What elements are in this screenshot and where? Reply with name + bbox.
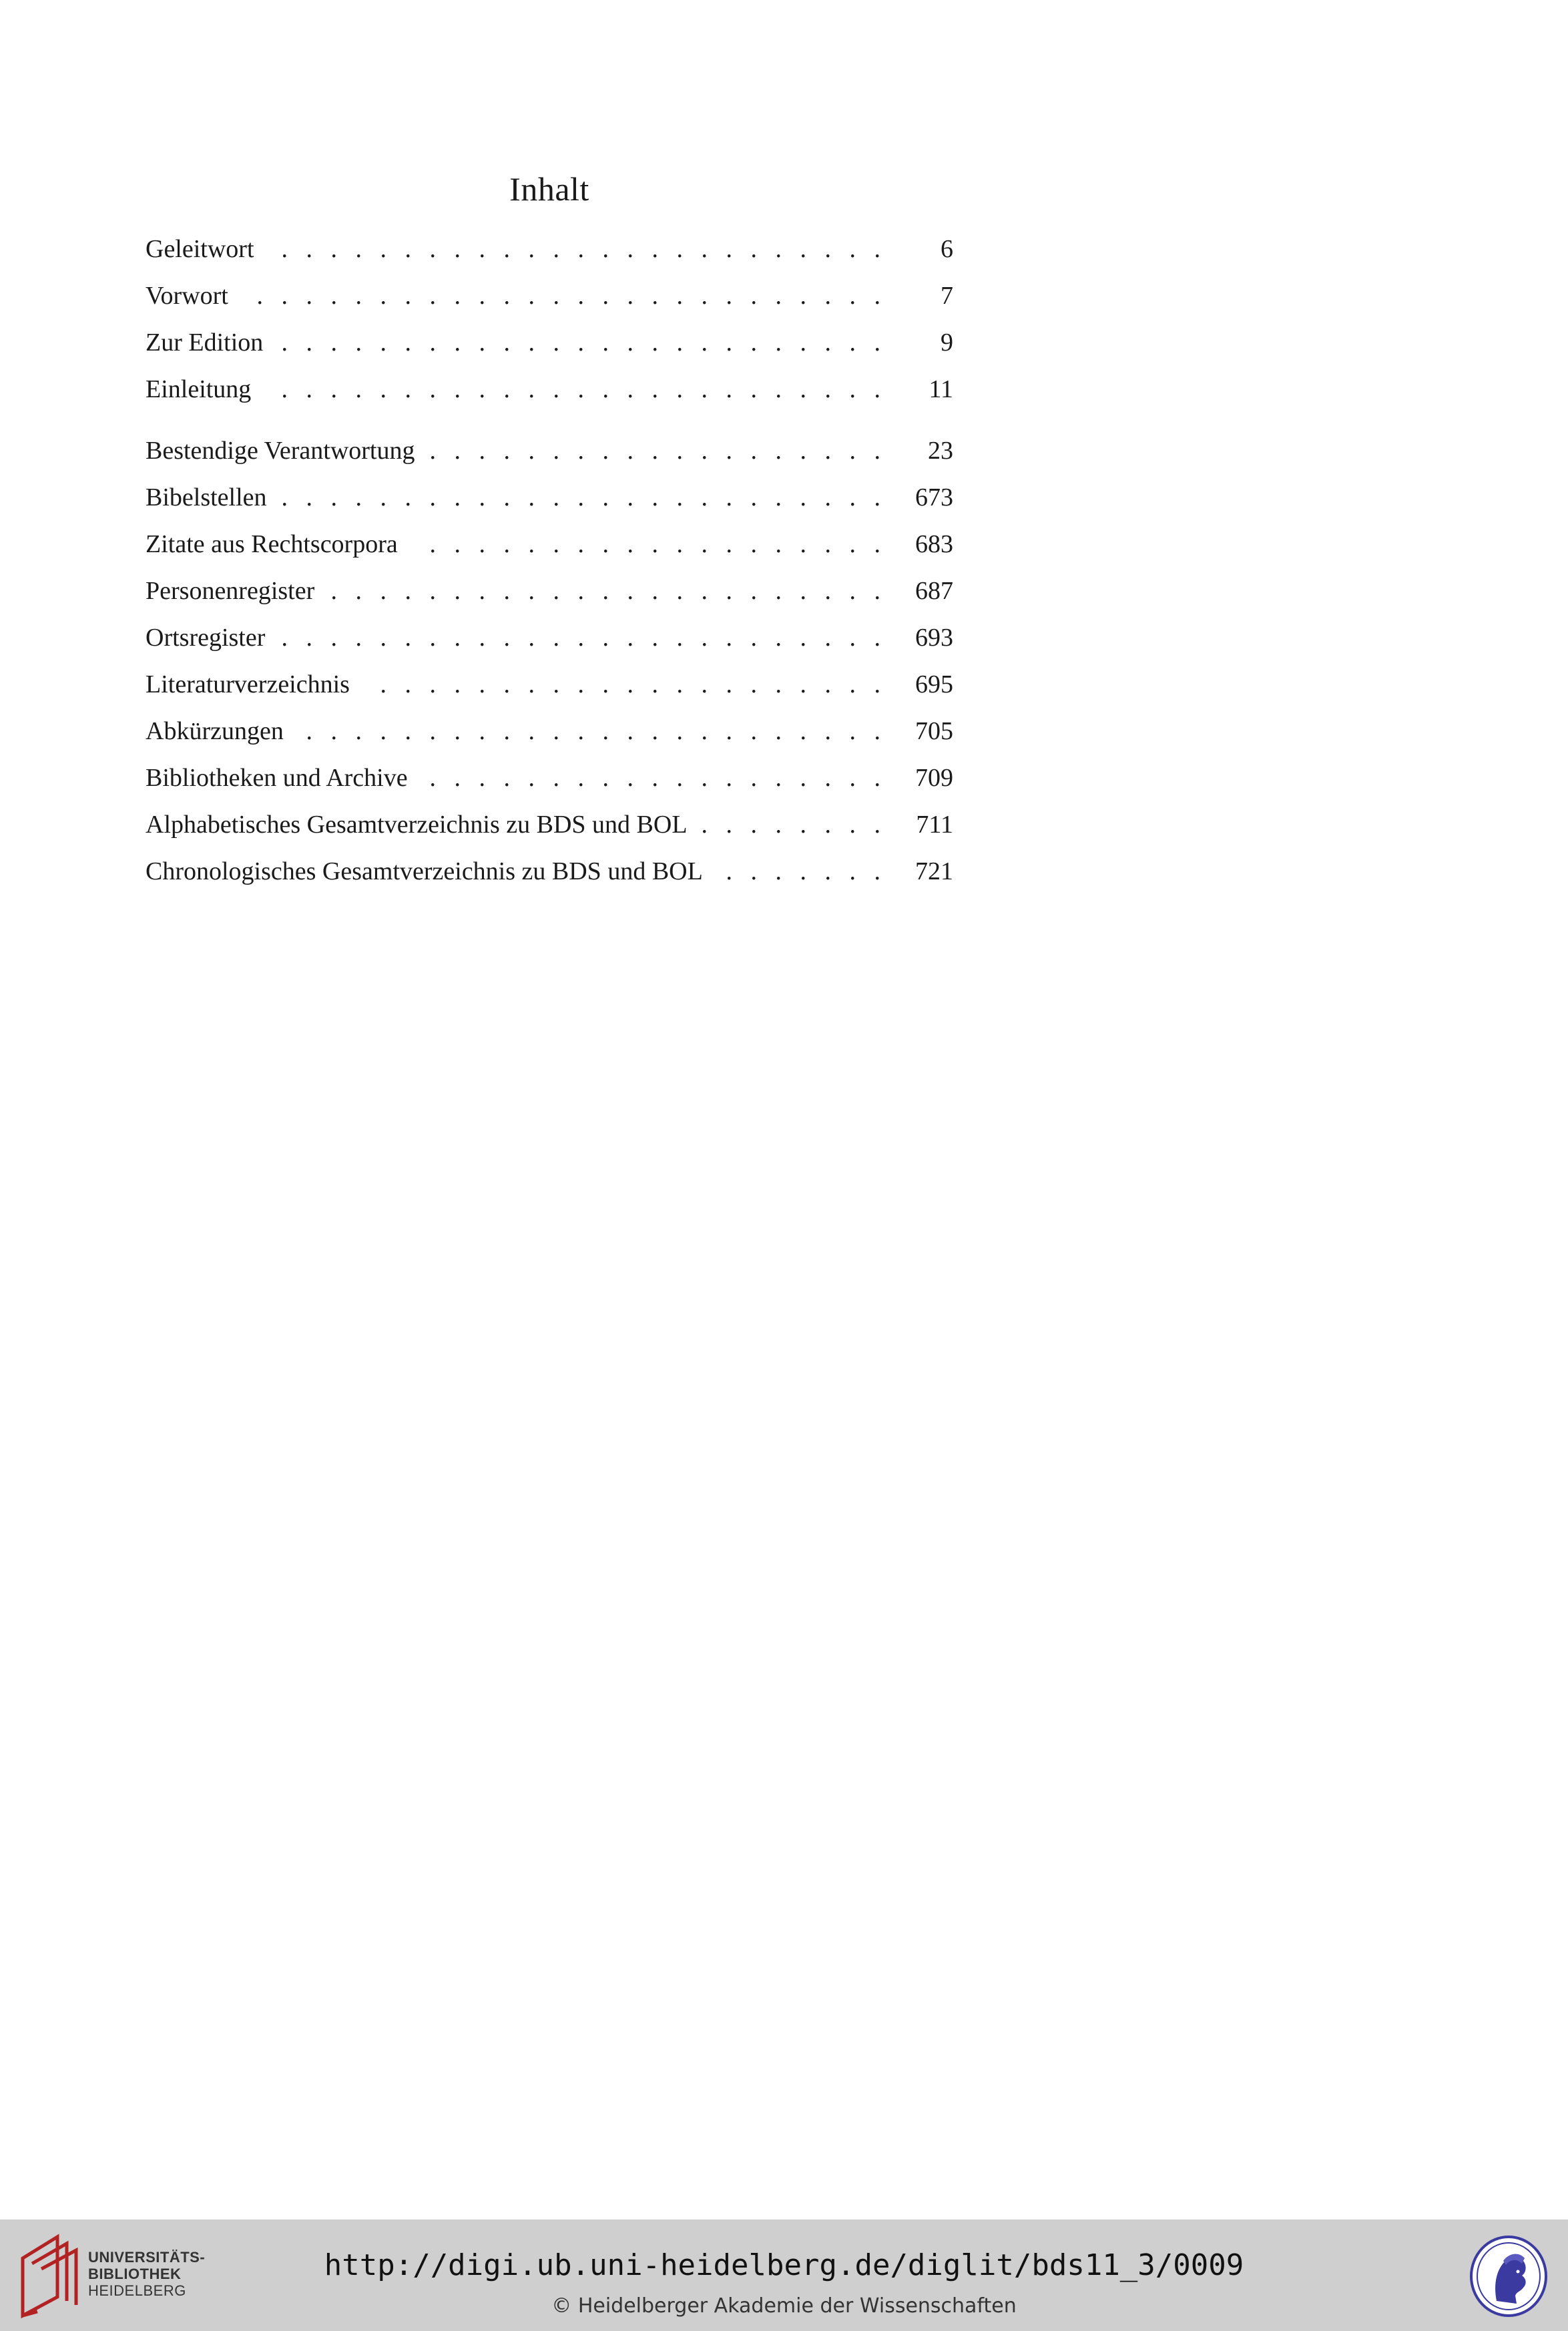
toc-entry-page: 695 (915, 670, 953, 698)
toc-entry-label: Bibelstellen (146, 483, 267, 511)
toc-entry-label: Chronologisches Gesamtverzeichnis zu BDS und BOL (146, 857, 703, 885)
toc-entry[interactable] (146, 427, 953, 474)
toc-entry[interactable] (146, 521, 953, 568)
toc-entry[interactable] (146, 474, 953, 521)
dot-leader (278, 319, 886, 366)
toc-entry-page: 11 (929, 375, 953, 403)
logo-line-3: HEIDELBERG (88, 2282, 186, 2299)
academy-seal-icon[interactable] (1469, 2234, 1549, 2318)
toc-entry-label: Bibliotheken und Archive (146, 764, 408, 792)
toc-entry-page: 6 (941, 235, 953, 263)
dot-leader (423, 755, 886, 801)
toc-entry[interactable] (146, 226, 953, 272)
toc-entry-label: Bestendige Verantwortung (146, 437, 415, 465)
toc-entry[interactable] (146, 708, 953, 755)
toc-entry[interactable] (146, 319, 953, 366)
toc-entry[interactable] (146, 848, 953, 895)
toc-entry-label: Literaturverzeichnis (146, 670, 350, 698)
toc-entry-page: 709 (915, 764, 953, 792)
toc-entry-page: 9 (941, 329, 953, 357)
dot-leader (266, 366, 886, 413)
logo-line-2: BIBLIOTHEK (88, 2266, 182, 2282)
dot-leader (702, 801, 886, 848)
toc-entry-label: Vorwort (146, 282, 228, 310)
toc-entry-page: 711 (916, 811, 953, 839)
toc-entry-label: Einleitung (146, 375, 252, 403)
dot-leader (280, 614, 886, 661)
toc-entry-page: 23 (928, 437, 953, 465)
toc-entry-label: Zur Edition (146, 329, 264, 357)
toc-entry[interactable] (146, 568, 953, 614)
toc-entry-label: Personenregister (146, 577, 315, 605)
toc-entry-label: Alphabetisches Gesamtverzeichnis zu BDS und BOL (146, 811, 688, 839)
dot-leader (329, 568, 886, 614)
toc-entry-page: 721 (915, 857, 953, 885)
toc-entry[interactable] (146, 801, 953, 848)
dot-leader (282, 474, 886, 521)
dot-leader (269, 226, 886, 272)
toc-entry-page: 693 (915, 624, 953, 652)
toc-entry-page: 673 (915, 483, 953, 511)
toc-entry-page: 705 (915, 717, 953, 745)
toc-entry-label: Abkürzungen (146, 717, 284, 745)
toc-entry[interactable] (146, 272, 953, 319)
logo-line-1: UNIVERSITÄTS- (88, 2249, 206, 2266)
toc-entry-page: 683 (915, 530, 953, 558)
toc-entry[interactable] (146, 366, 953, 413)
dot-leader (413, 521, 886, 568)
dot-leader (243, 272, 886, 319)
toc-entry[interactable] (146, 614, 953, 661)
toc-entry[interactable] (146, 755, 953, 801)
toc-entry-label: Geleitwort (146, 235, 254, 263)
table-of-contents (146, 226, 953, 895)
toc-entry-label: Ortsregister (146, 624, 266, 652)
dot-leader (718, 848, 886, 895)
dot-leader (430, 427, 887, 474)
dot-leader (298, 708, 886, 755)
toc-entry[interactable] (146, 661, 953, 708)
toc-entry-page: 687 (915, 577, 953, 605)
footer-bar (0, 2219, 1568, 2331)
toc-entry-label: Zitate aus Rechtscorpora (146, 530, 398, 558)
toc-entry-page: 7 (941, 282, 953, 310)
permalink-url[interactable]: http://digi.ub.uni-heidelberg.de/diglit/bds11_3/0009 (324, 2248, 1244, 2282)
copyright-notice: © Heidelberger Akademie der Wissenschaften (551, 2294, 1017, 2318)
dot-leader (364, 661, 886, 708)
page-title: Inhalt (509, 170, 589, 208)
